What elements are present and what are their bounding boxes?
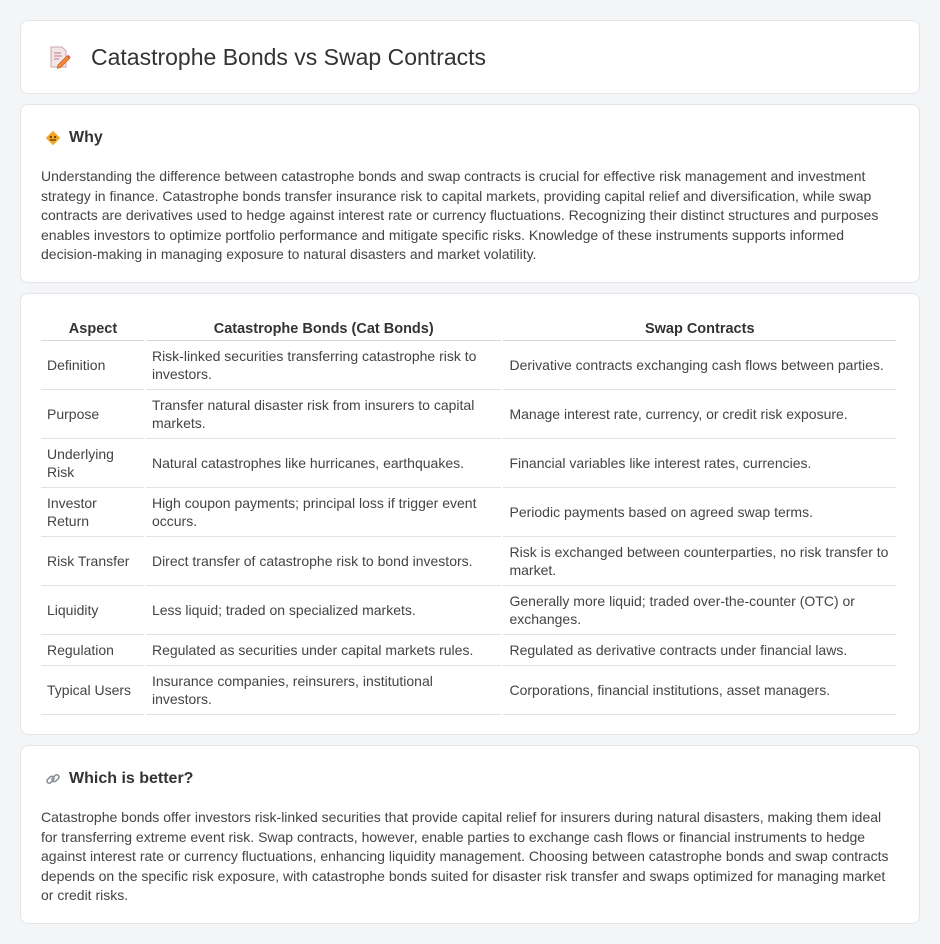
table-row (41, 487, 897, 536)
cat-bonds-cell: Natural catastrophes like hurricanes, earthquakes. (145, 438, 503, 487)
swap-cell: Manage interest rate, currency, or credit risk exposure. (502, 389, 897, 438)
cat-bonds-cell: Regulated as securities under capital markets rules. (145, 634, 503, 665)
aspect-cell: Underlying Risk (41, 438, 145, 487)
aspect-cell: Regulation (41, 634, 145, 665)
aspect-cell: Risk Transfer (41, 536, 145, 585)
aspect-cell: Purpose (41, 389, 145, 438)
which-is-better-text: Catastrophe bonds offer investors risk-linked securities that provide capital relief for insurers during natural disasters, making them ideal for transferring extreme event risk. Swap contracts, however, enable parties to exchange cash flows or financial instruments to hedge against interest rate or currency fluctuations, enhancing liquidity management. Choosing between catastrophe bonds and swap contracts depends on the specific risk exposure, with catastrophe bonds suited for disaster risk transfer and swaps optimized for managing market or credit risks. (41, 809, 889, 904)
table-row (41, 389, 897, 438)
table-header-row (41, 316, 897, 340)
header-card (20, 20, 920, 94)
page-title: Catastrophe Bonds vs Swap Contracts (91, 43, 487, 70)
aspect-cell: Liquidity (41, 585, 145, 634)
swap-cell: Periodic payments based on agreed swap terms. (502, 487, 897, 536)
comparison-table-card (20, 293, 920, 735)
why-section (20, 104, 920, 283)
swap-cell: Financial variables like interest rates, currencies. (502, 438, 897, 487)
why-title: Why (69, 129, 103, 146)
aspect-cell: Definition (41, 340, 145, 389)
aspect-cell: Investor Return (41, 487, 145, 536)
document-pencil-icon (47, 45, 71, 69)
table-row (41, 438, 897, 487)
swap-cell: Corporations, financial institutions, asset managers. (502, 665, 897, 714)
table-row (41, 536, 897, 585)
header-aspect: Aspect (41, 316, 145, 340)
cat-bonds-cell: Risk-linked securities transferring catastrophe risk to investors. (145, 340, 503, 389)
comparison-table (41, 316, 898, 715)
table-row (41, 634, 897, 665)
header-cat-bonds: Catastrophe Bonds (Cat Bonds) (145, 316, 503, 340)
cat-bonds-cell: Less liquid; traded on specialized markets. (145, 585, 503, 634)
which-is-better-title: Which is better? (69, 770, 194, 787)
which-is-better-section (20, 745, 920, 924)
warning-diamond-icon (45, 130, 61, 146)
swap-cell: Derivative contracts exchanging cash flows between parties. (502, 340, 897, 389)
header-swap-contracts: Swap Contracts (502, 316, 897, 340)
table-row (41, 585, 897, 634)
aspect-cell: Typical Users (41, 665, 145, 714)
table-row (41, 340, 897, 389)
cat-bonds-cell: Direct transfer of catastrophe risk to bond investors. (145, 536, 503, 585)
cat-bonds-cell: Transfer natural disaster risk from insurers to capital markets. (145, 389, 503, 438)
table-row (41, 665, 897, 714)
link-icon (45, 771, 61, 787)
swap-cell: Generally more liquid; traded over-the-counter (OTC) or exchanges. (502, 585, 897, 634)
cat-bonds-cell: High coupon payments; principal loss if trigger event occurs. (145, 487, 503, 536)
swap-cell: Risk is exchanged between counterparties, no risk transfer to market. (502, 536, 897, 585)
why-text: Understanding the difference between catastrophe bonds and swap contracts is crucial for effective risk management and investment strategy in finance. Catastrophe bonds transfer insurance risk to capital markets, providing capital relief and diversification, while swap contracts are derivatives used to hedge against interest rate or currency fluctuations. Recognizing their distinct structures and purposes enables investors to optimize portfolio performance and mitigate specific risks. Knowledge of these instruments supports informed decision-making in managing exposure to natural disasters and market volatility. (41, 168, 879, 263)
swap-cell: Regulated as derivative contracts under financial laws. (502, 634, 897, 665)
cat-bonds-cell: Insurance companies, reinsurers, institutional investors. (145, 665, 503, 714)
